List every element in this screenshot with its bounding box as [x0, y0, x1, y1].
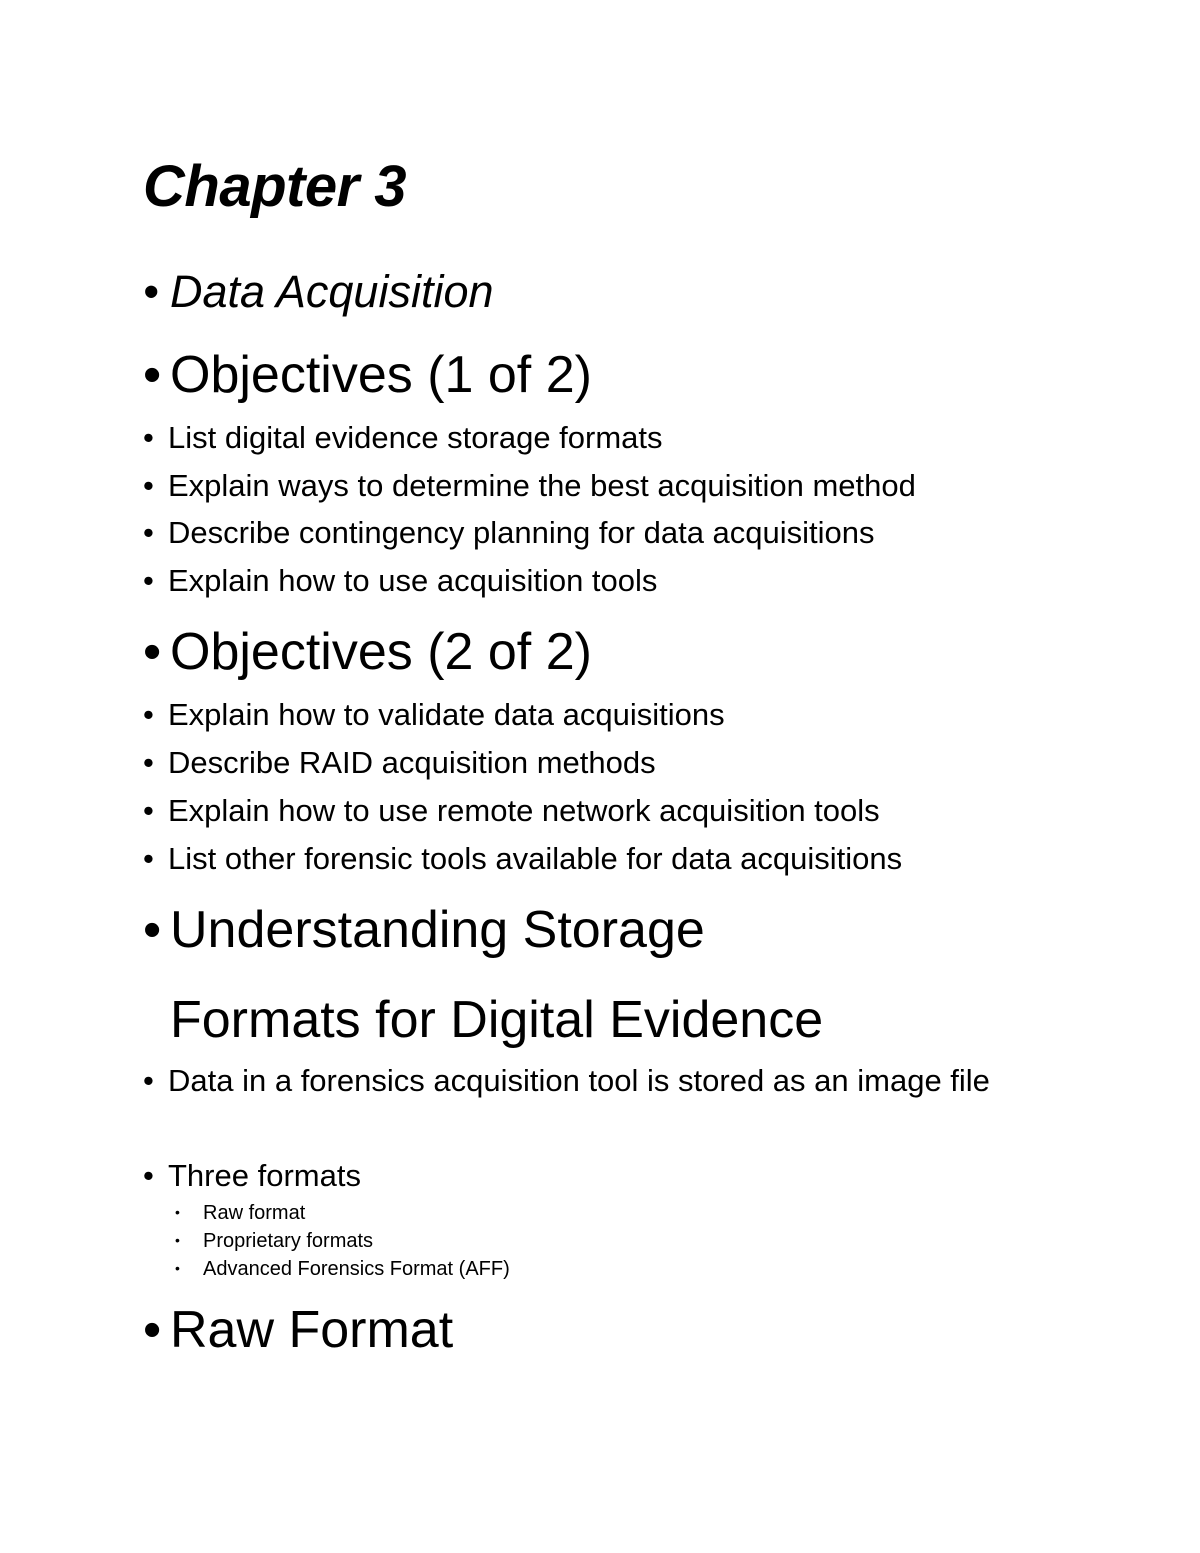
chapter-title: Chapter 3 — [143, 154, 407, 219]
bullet: • — [143, 1063, 154, 1098]
bullet: • — [143, 1301, 162, 1359]
list-item — [143, 1057, 1063, 1105]
bullet: • — [175, 1232, 180, 1248]
subtitle-text: Data Acquisition — [170, 266, 494, 317]
list-item-text: Explain how to use remote network acquisition tools — [168, 793, 880, 828]
heading-text: Objectives (2 of 2) — [170, 623, 592, 681]
bullet: • — [143, 346, 162, 404]
sub-list-item — [175, 1255, 510, 1282]
list-item-text: Data in a forensics acquisition tool is stored as an image file — [168, 1063, 990, 1098]
bullet: • — [143, 793, 154, 828]
list-item-text: List other forensic tools available for data acquisitions — [168, 841, 903, 876]
list-item — [143, 419, 663, 457]
list-item-text: Explain how to use acquisition tools — [168, 563, 658, 598]
bullet: • — [143, 563, 154, 598]
list-item — [143, 840, 902, 878]
list-item-text: Explain ways to determine the best acquisition method — [168, 468, 916, 503]
sub-list-item — [175, 1227, 373, 1254]
bullet: • — [143, 841, 154, 876]
list-item — [143, 514, 875, 552]
bullet: • — [143, 623, 162, 681]
heading-text: Objectives (1 of 2) — [170, 346, 592, 404]
raw-format-heading — [143, 1300, 453, 1360]
list-item — [143, 467, 916, 505]
bullet: • — [175, 1260, 180, 1276]
list-item-text: Three formats — [168, 1158, 361, 1193]
storage-formats-heading — [143, 900, 1043, 1050]
list-item-text: Describe RAID acquisition methods — [168, 745, 656, 780]
heading-line-2: Formats for Digital Evidence — [170, 991, 824, 1049]
list-item — [143, 562, 657, 600]
sub-list-item-text: Advanced Forensics Format (AFF) — [203, 1258, 510, 1280]
bullet: • — [143, 515, 154, 550]
bullet: • — [143, 420, 154, 455]
sub-list-item — [175, 1199, 305, 1226]
objectives-1-heading — [143, 345, 592, 405]
bullet: • — [143, 1158, 154, 1193]
bullet: • — [175, 1204, 180, 1220]
sub-list-item-text: Proprietary formats — [203, 1230, 374, 1252]
heading-text: Raw Format — [170, 1301, 454, 1359]
bullet: • — [143, 745, 154, 780]
list-item-text: Explain how to validate data acquisitions — [168, 697, 725, 732]
list-item — [143, 792, 880, 830]
heading-line-1: Understanding Storage — [170, 901, 705, 959]
list-item — [143, 744, 656, 782]
list-item — [143, 1157, 361, 1195]
bullet: • — [143, 266, 159, 317]
chapter-subtitle — [143, 264, 494, 320]
objectives-2-heading — [143, 622, 592, 682]
list-item-text: List digital evidence storage formats — [168, 420, 663, 455]
bullet: • — [143, 697, 154, 732]
sub-list-item-text: Raw format — [203, 1202, 306, 1224]
bullet: • — [143, 901, 162, 959]
bullet: • — [143, 468, 154, 503]
list-item — [143, 696, 725, 734]
list-item-text: Describe contingency planning for data acquisitions — [168, 515, 875, 550]
